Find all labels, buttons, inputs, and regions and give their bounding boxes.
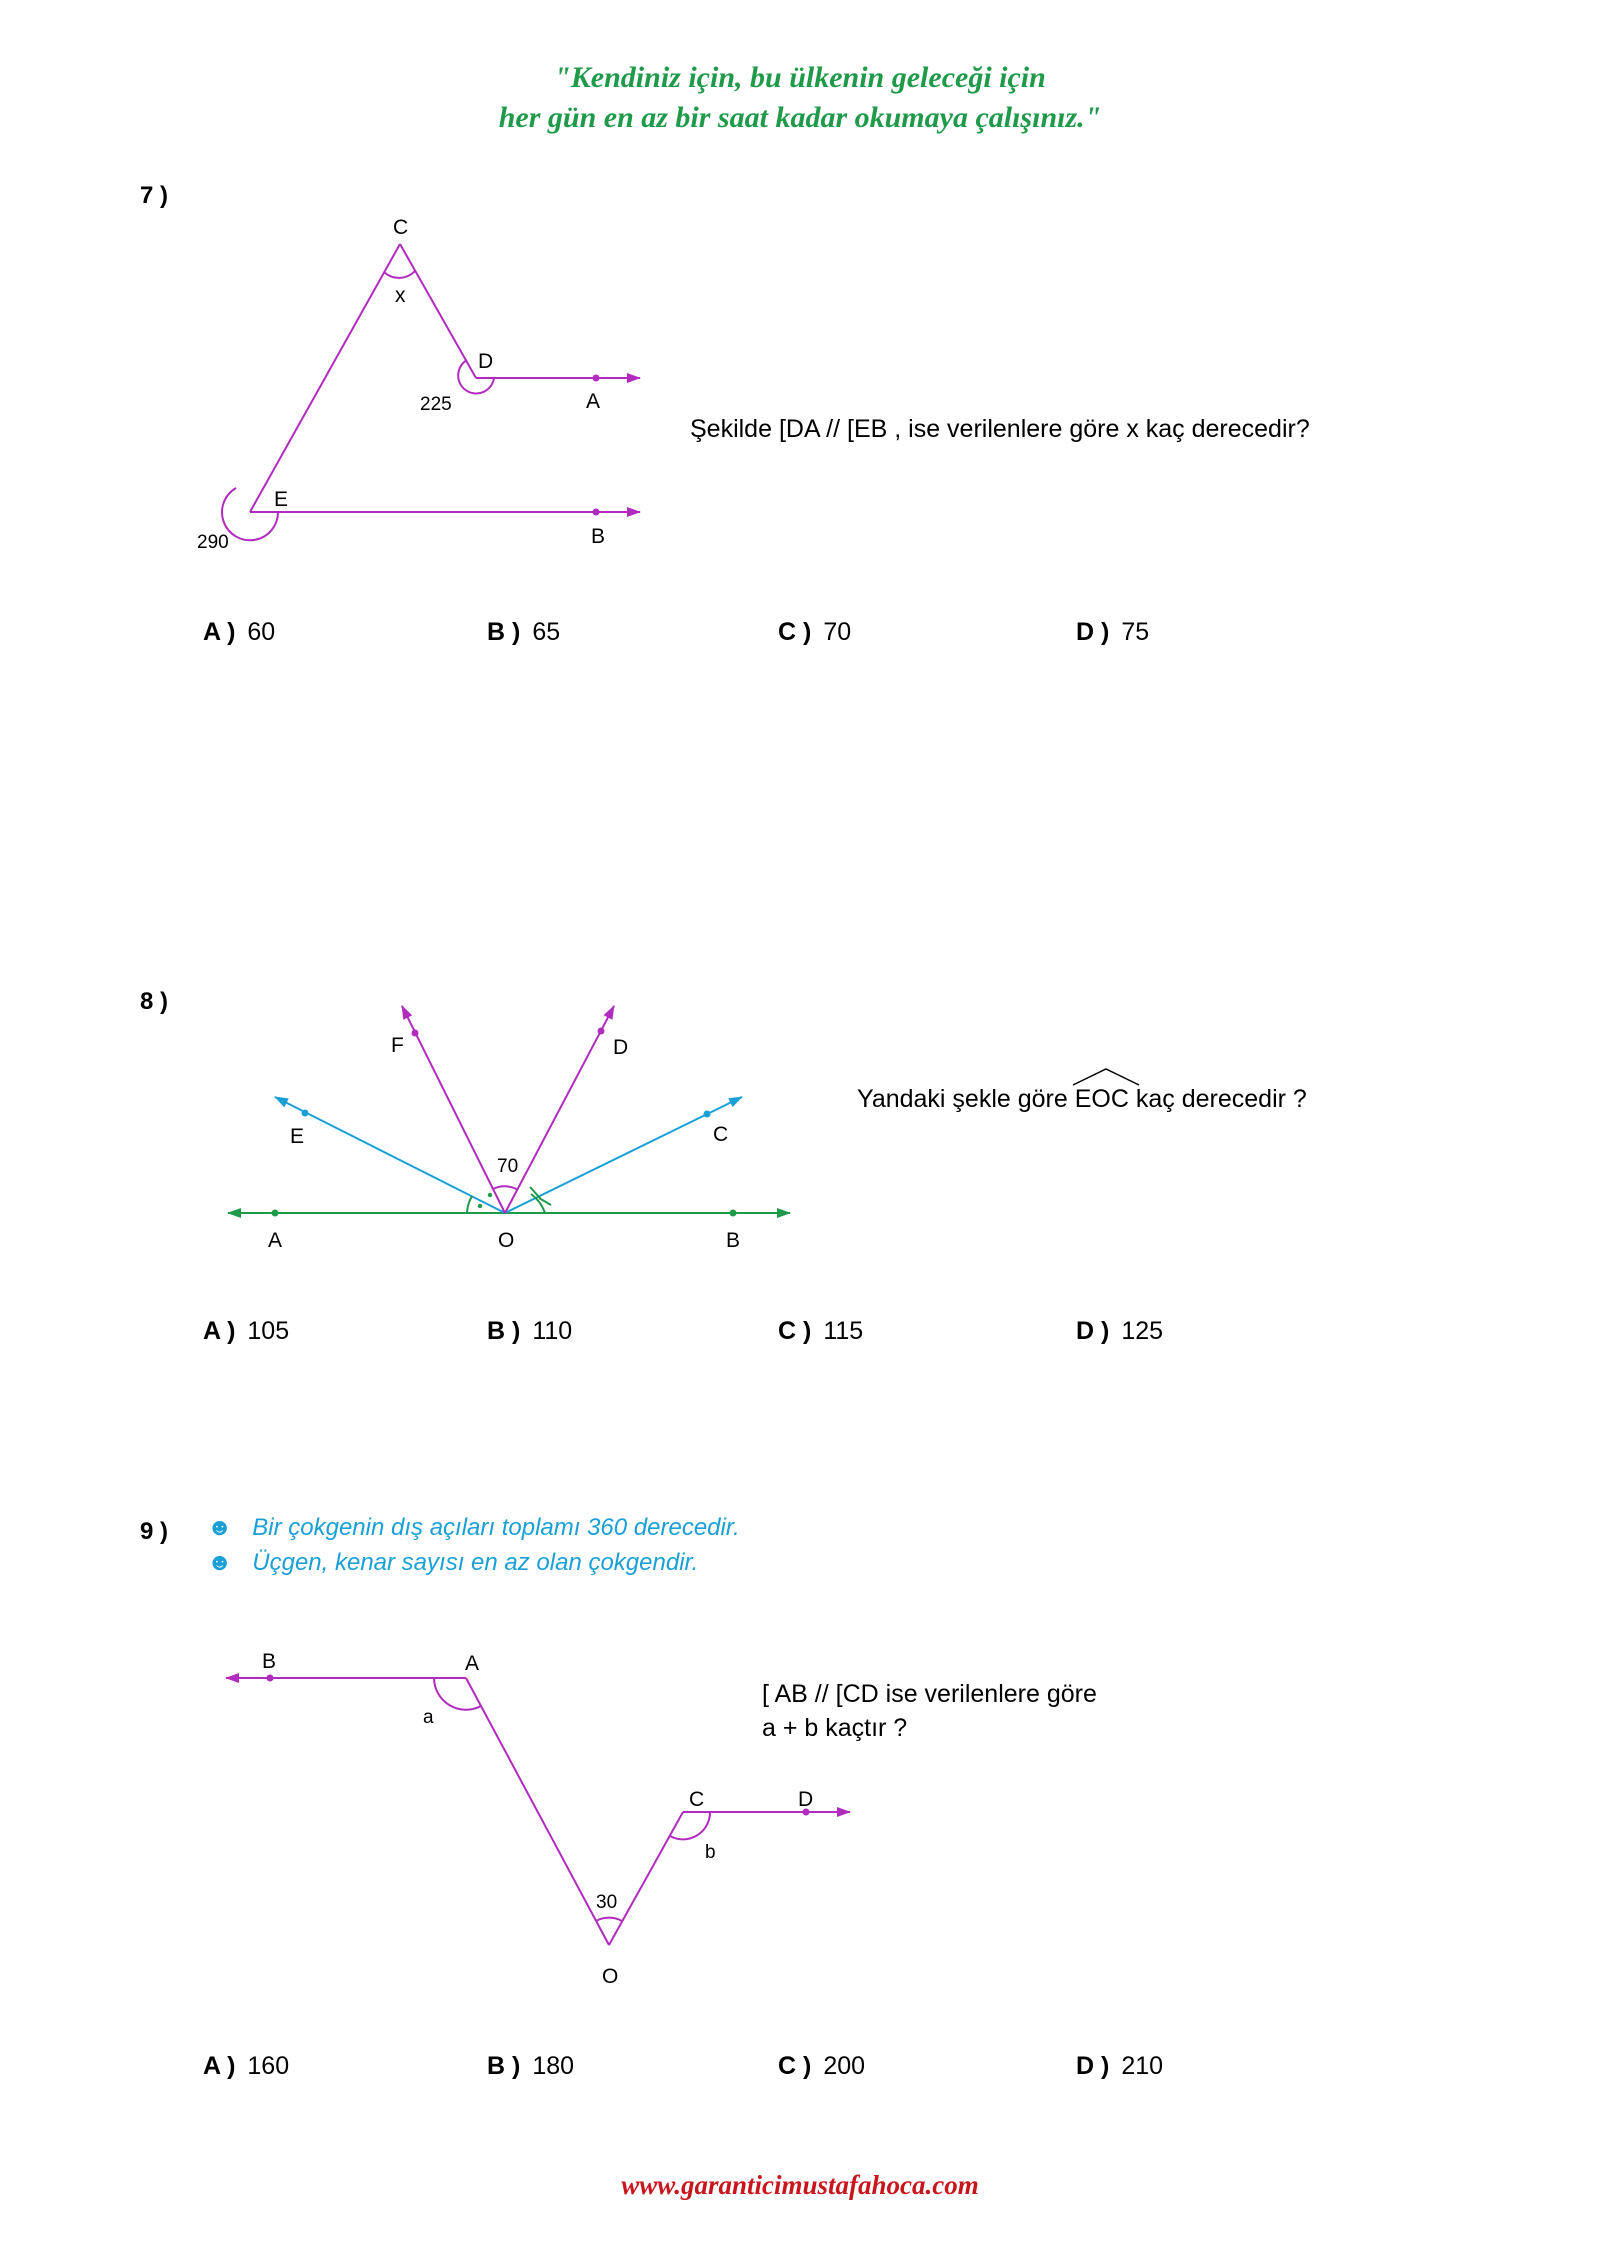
question-7-number: 7 ) (140, 182, 169, 209)
segment-ao (466, 1678, 609, 1945)
label-a: A (586, 390, 601, 413)
quote-line-2: her gün en az bir saat kadar okumaya çalışınız." (498, 101, 1102, 134)
question-7-option-c[interactable]: C ) 70 (778, 618, 852, 646)
angle-arc-30 (596, 1918, 622, 1921)
label-a-angle: a (423, 1707, 434, 1728)
question-9-option-b[interactable]: B ) 180 (487, 2052, 575, 2080)
question-9-option-d[interactable]: D ) 210 (1076, 2052, 1164, 2080)
segment-oc (609, 1812, 683, 1945)
label-a: A (268, 1229, 283, 1252)
label-f: F (391, 1034, 404, 1057)
label-b: B (262, 1650, 277, 1673)
question-9-option-a[interactable]: A ) 160 (203, 2052, 290, 2080)
quote-line-1: "Kendiniz için, bu ülkenin geleceği için (554, 61, 1046, 94)
question-7-option-b[interactable]: B ) 65 (487, 618, 561, 646)
label-b: B (591, 525, 606, 548)
question-9-number: 9 ) (140, 1518, 169, 1545)
label-e: E (274, 488, 289, 511)
info-bullet-1: ☻ Bir çokgenin dış açıları toplamı 360 derecedir. (207, 1514, 740, 1541)
question-8-number: 8 ) (140, 988, 169, 1015)
label-d: D (478, 350, 494, 373)
label-70: 70 (497, 1156, 519, 1177)
label-d: D (798, 1788, 814, 1811)
label-o: O (602, 1965, 619, 1988)
label-d: D (613, 1036, 629, 1059)
question-8-option-b[interactable]: B ) 110 (487, 1317, 573, 1345)
question-8-option-a[interactable]: A ) 105 (203, 1317, 290, 1345)
label-b: B (726, 1229, 741, 1252)
question-8-text: Yandaki şekle göre EOC kaç derecedir ? (857, 1085, 1307, 1114)
label-c: C (689, 1788, 705, 1811)
question-9-text-line-2: a + b kaçtır ? (762, 1714, 908, 1742)
label-30: 30 (596, 1892, 618, 1913)
question-8-option-d[interactable]: D ) 125 (1076, 1317, 1164, 1345)
point-b-dot (267, 1675, 274, 1682)
label-b-angle: b (705, 1842, 716, 1863)
footer-url[interactable]: www.garanticimustafahoca.com (621, 2170, 979, 2200)
angle-hat: EOC (1075, 1085, 1129, 1114)
question-9-option-c[interactable]: C ) 200 (778, 2052, 866, 2080)
label-a: A (465, 1652, 480, 1675)
label-x: x (395, 284, 406, 307)
question-8-option-c[interactable]: C ) 115 (778, 1317, 864, 1345)
label-o: O (498, 1229, 515, 1252)
label-225: 225 (420, 394, 452, 415)
info-bullet-2: ☻ Üçgen, kenar sayısı en az olan çokgendir. (207, 1549, 699, 1576)
question-7-option-d[interactable]: D ) 75 (1076, 618, 1150, 646)
label-290: 290 (197, 532, 229, 553)
question-9-text-line-1: [ AB // [CD ise verilenlere göre (762, 1680, 1097, 1708)
label-c: C (393, 216, 409, 239)
question-7-text: Şekilde [DA // [EB , ise verilenlere göre x kaç derecedir? (690, 415, 1310, 443)
question-7-option-a[interactable]: A ) 60 (203, 618, 276, 646)
label-c: C (713, 1123, 729, 1146)
label-e: E (290, 1125, 305, 1148)
